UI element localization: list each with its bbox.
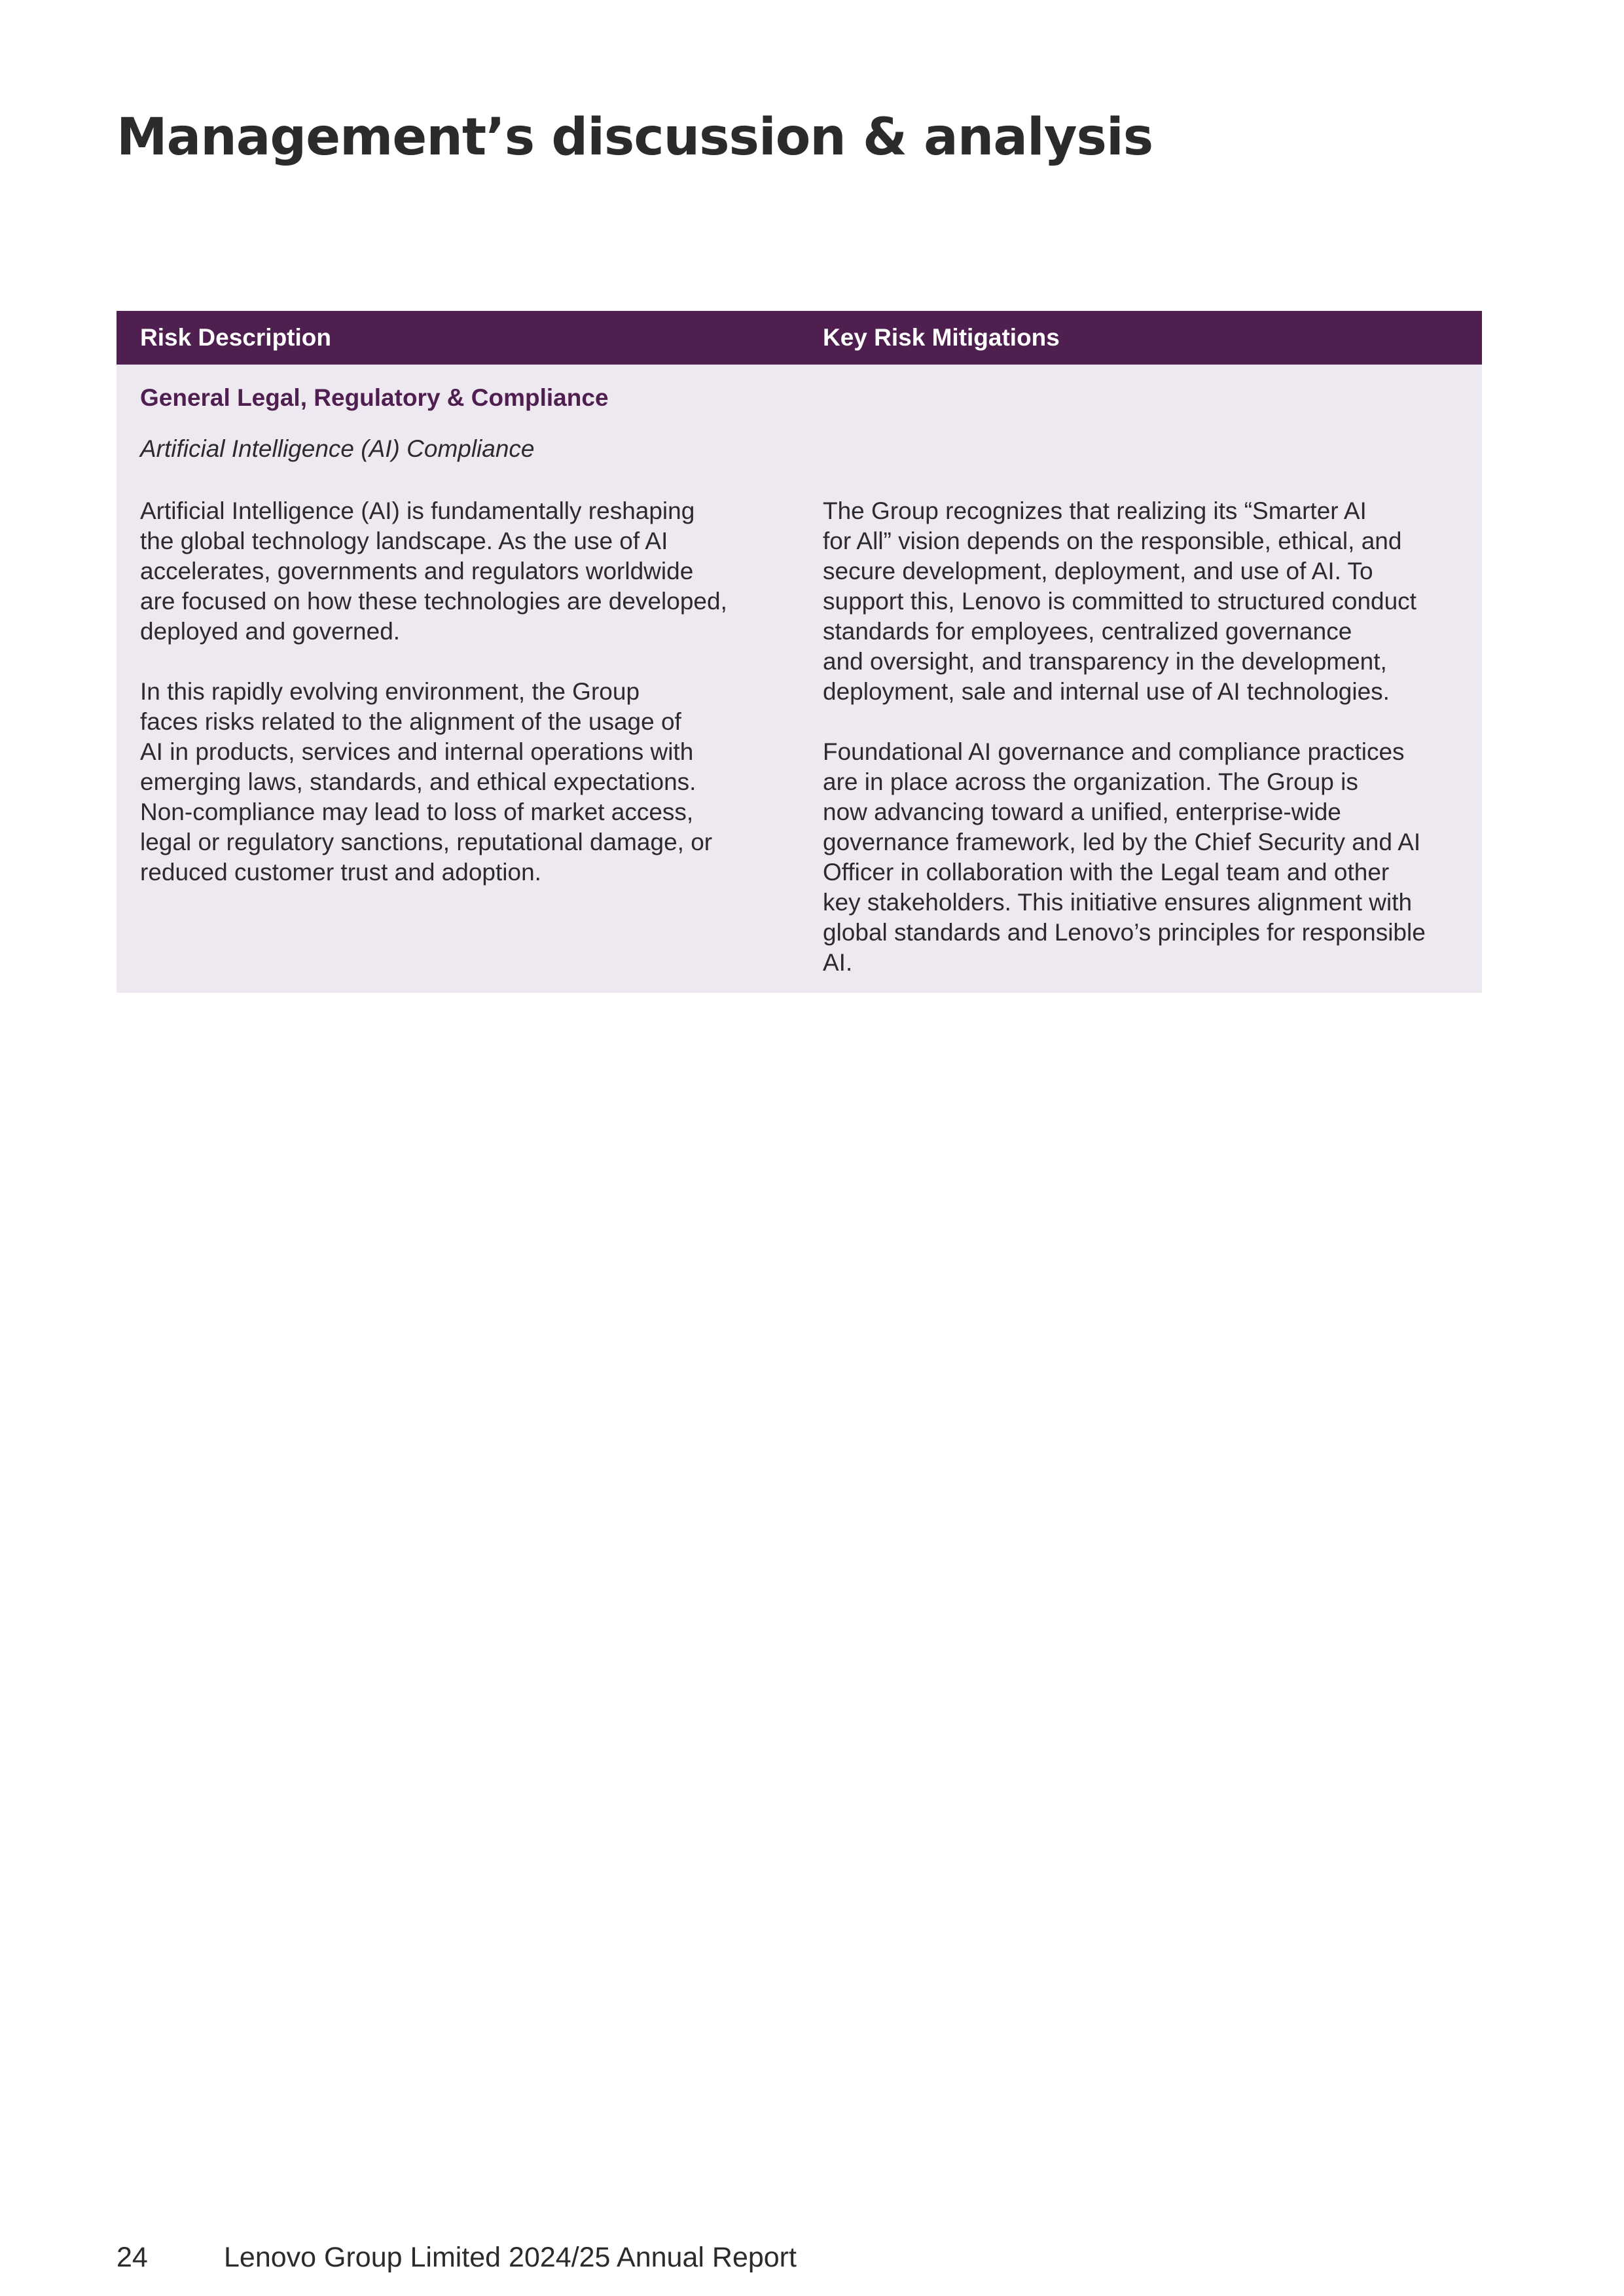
report-name: Lenovo Group Limited 2024/25 Annual Report <box>224 2242 797 2273</box>
page-title: Management’s discussion & analysis <box>117 108 1153 167</box>
table-header <box>117 311 1482 365</box>
risk-paragraph <box>140 677 801 888</box>
text-line: legal or regulatory sanctions, reputational damage, or <box>140 829 713 855</box>
risk-subcategory: Artificial Intelligence (AI) Compliance <box>140 435 535 462</box>
text-line: support this, Lenovo is committed to structured conduct <box>823 588 1416 615</box>
text-line: for All” vision depends on the responsible, ethical, and <box>823 528 1402 554</box>
risk-table <box>117 311 1482 993</box>
text-line: In this rapidly evolving environment, the Group <box>140 678 640 705</box>
text-line: now advancing toward a unified, enterprise-wide <box>823 798 1341 825</box>
text-line: The Group recognizes that realizing its “Smarter AI <box>823 497 1367 524</box>
risk-description-column <box>140 496 801 918</box>
text-line: standards for employees, centralized governance <box>823 618 1352 645</box>
text-line: are in place across the organization. The Group is <box>823 768 1358 795</box>
risk-paragraph <box>140 496 801 647</box>
header-key-risk-mitigations: Key Risk Mitigations <box>823 324 1060 351</box>
text-line: key stakeholders. This initiative ensures alignment with <box>823 889 1413 916</box>
mitigation-paragraph <box>823 496 1471 707</box>
text-line: AI in products, services and internal operations with <box>140 738 694 765</box>
text-line: deployment, sale and internal use of AI technologies. <box>823 678 1390 705</box>
text-line: AI. <box>823 949 853 976</box>
risk-category: General Legal, Regulatory & Compliance <box>140 384 609 411</box>
key-risk-mitigations-column <box>823 496 1471 1008</box>
text-line: reduced customer trust and adoption. <box>140 859 541 886</box>
text-line: Artificial Intelligence (AI) is fundamentally reshaping <box>140 497 695 524</box>
text-line: emerging laws, standards, and ethical expectations. <box>140 768 696 795</box>
mitigation-paragraph <box>823 737 1471 978</box>
text-line: deployed and governed. <box>140 618 401 645</box>
text-line: governance framework, led by the Chief Security and AI <box>823 829 1421 855</box>
page-number: 24 <box>117 2242 148 2273</box>
text-line: Non-compliance may lead to loss of market access, <box>140 798 694 825</box>
text-line: the global technology landscape. As the use of AI <box>140 528 668 554</box>
text-line: Foundational AI governance and compliance practices <box>823 738 1405 765</box>
text-line: Officer in collaboration with the Legal team and other <box>823 859 1390 886</box>
text-line: global standards and Lenovo’s principles for responsible <box>823 919 1426 946</box>
text-line: and oversight, and transparency in the development, <box>823 648 1387 675</box>
text-line: are focused on how these technologies are developed, <box>140 588 727 615</box>
header-risk-description: Risk Description <box>140 324 331 351</box>
text-line: faces risks related to the alignment of the usage of <box>140 708 681 735</box>
text-line: accelerates, governments and regulators worldwide <box>140 558 694 584</box>
text-line: secure development, deployment, and use of AI. To <box>823 558 1373 584</box>
